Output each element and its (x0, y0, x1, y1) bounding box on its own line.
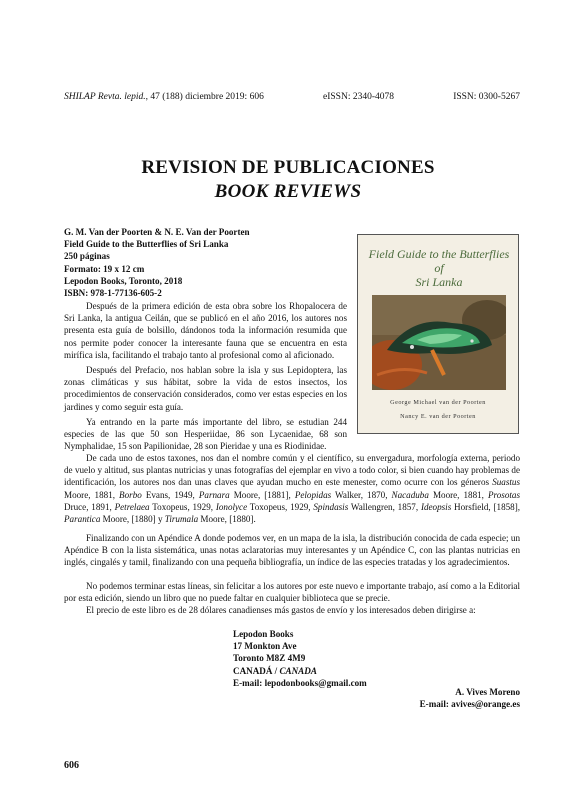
p4-text: Moore, [1881], (229, 489, 295, 500)
genus-name: Tirumala (164, 514, 199, 525)
paragraph-3: Ya entrando en la parte más importante del libro, se estudian 244 especies de las que 50 son Hesperiidae, 86 son Lycaenidae, 68 son Nymphalidae, 15 son Papilionidae, 28 son Pieridae y una es Riodinidae. (64, 417, 347, 452)
paragraph-6: No podemos terminar estas líneas, sin felicitar a los autores por este nuevo e importante trabajo, así como a la Editorial por esta edición, siendo un libro que no puede faltar en cualquier biblioteca que se precie. (64, 581, 520, 604)
title-english: BOOK REVIEWS (214, 181, 362, 202)
genus-name: Borbo (119, 489, 142, 500)
running-header (64, 92, 520, 102)
genus-name: Parnara (198, 489, 230, 500)
genus-name: Petrelaea (114, 501, 150, 512)
genus-name: Ideopsis (420, 501, 452, 512)
genus-name: Prosotas (487, 489, 520, 500)
p4-text: Moore, 1881, (64, 489, 120, 500)
p4-text: Moore, 1881, (428, 489, 488, 500)
p4-text: Toxopeus, 1929, (247, 501, 314, 512)
address-line-1: Lepodon Books (233, 629, 294, 639)
reviewer-name: A. Vives Moreno (455, 687, 520, 697)
book-isbn: ISBN: 978-1-77136-605-2 (64, 288, 162, 299)
p4-text: Wallengren, 1857, (348, 501, 421, 512)
section-title (0, 157, 576, 203)
journal-citation (64, 92, 264, 102)
book-metadata (64, 226, 339, 299)
paragraph-4 (64, 452, 520, 525)
p4-text: Moore, [1880]. (198, 514, 256, 525)
publisher-address (233, 628, 367, 689)
reviewer-email: E-mail: avives@orange.es (419, 699, 520, 710)
book-pages: 250 páginas (64, 251, 110, 262)
publisher-email: E-mail: lepodonbooks@gmail.com (233, 677, 367, 688)
journal-issue: , 47 (188) diciembre 2019: 606 (145, 92, 264, 102)
country-spanish: CANADÁ / (233, 665, 280, 676)
genus-name: Nacaduba (391, 489, 429, 500)
p4-text: Toxopeus, 1929, (149, 501, 216, 512)
book-publisher: Lepodon Books, Toronto, 2018 (64, 275, 183, 286)
p4-text: Moore, [1880] y (100, 514, 165, 525)
cover-author-2: Nancy E. van der Poorten (400, 413, 476, 420)
paragraph-1: Después de la primera edición de esta obra sobre los Rhopalocera de Sri Lanka, la antigua Ceilán, que se publicó en el año 2016, los autores nos presenta esta guía de bolsillo, dándonos toda la información resumida que nos permite poder conocer la interesante fauna que se encuentra en esta mirífica isla, facilitando el trabajo tanto al profesional como al aficionado. (64, 301, 347, 360)
genus-name: Spindasis (313, 501, 349, 512)
cover-title-line1: Field Guide to the Butterflies (368, 247, 510, 261)
p4-text: Evans, 1949, (141, 489, 199, 500)
page-number: 606 (64, 760, 79, 771)
address-line-3: Toronto M8Z 4M9 (233, 653, 306, 664)
address-line-2: 17 Monkton Ave (233, 641, 297, 652)
p4-text: Horsfield, [1858], (451, 501, 521, 512)
genus-name: Suastus (492, 477, 520, 488)
address-country (233, 665, 367, 677)
book-authors: G. M. Van der Poorten & N. E. Van der Poorten (64, 227, 250, 237)
genus-name: Pelopidas (294, 489, 332, 500)
eissn: eISSN: 2340-4078 (323, 92, 395, 102)
cover-title-line2: of (434, 261, 444, 275)
book-title: Field Guide to the Butterflies of Sri Lanka (64, 239, 229, 250)
p4-text: Druce, 1891, (64, 501, 115, 512)
paragraph-5: Finalizando con un Apéndice A donde podemos ver, en un mapa de la isla, la distribución conocida de cada especie; un Apéndice B con la lista sistemática, unas notas aclaratorias muy interesantes y un Apéndice C, con las plantas nutricias en inglés, cingalés y tamil, finalizando con una pequeña bibliografía, un índice de las especies tratadas y los agradecimientos. (64, 533, 520, 568)
journal-name: SHILAP Revta. lepid. (64, 92, 146, 102)
genus-name: Parantica (64, 514, 101, 525)
cover-author-1: George Michael van der Poorten (390, 399, 486, 406)
book-cover-image (357, 234, 519, 434)
genus-name: Ionolyce (215, 501, 248, 512)
title-spanish: REVISION DE PUBLICACIONES (141, 157, 435, 178)
cover-title (364, 247, 514, 289)
issn: ISSN: 0300-5267 (453, 92, 520, 102)
book-format: Formato: 19 x 12 cm (64, 263, 145, 274)
country-english: CANADA (279, 665, 317, 676)
butterfly-photo (372, 295, 506, 390)
reviewer-signature (380, 686, 520, 710)
p4-text: Walker, 1870, (331, 489, 392, 500)
paragraph-2: Después del Prefacio, nos hablan sobre la isla y sus Lepidoptera, las zonas climáticas y sus hábitat, sobre la vida de estos insectos, los procedimientos de conservación considerados, como ver estas especies en los jardines y como seguir esta guía. (64, 365, 347, 412)
paragraph-7: El precio de este libro es de 28 dólares canadienses más gastos de envío y los interesados deben dirigirse a: (86, 605, 476, 615)
p4-text: De cada uno de estos taxones, nos dan el nombre común y el científico, su envergadura, morfología externa, periodo de vuelo y altitud, sus plantas nutricias y unas fotografías del ejemplar en vivo a todo color, si bien cuando hay problemas de identificación, los autores nos dan unas claves que ayudan mucho en este menester, como ocurre con los géneros (64, 453, 520, 488)
cover-title-line3: Sri Lanka (415, 275, 463, 289)
